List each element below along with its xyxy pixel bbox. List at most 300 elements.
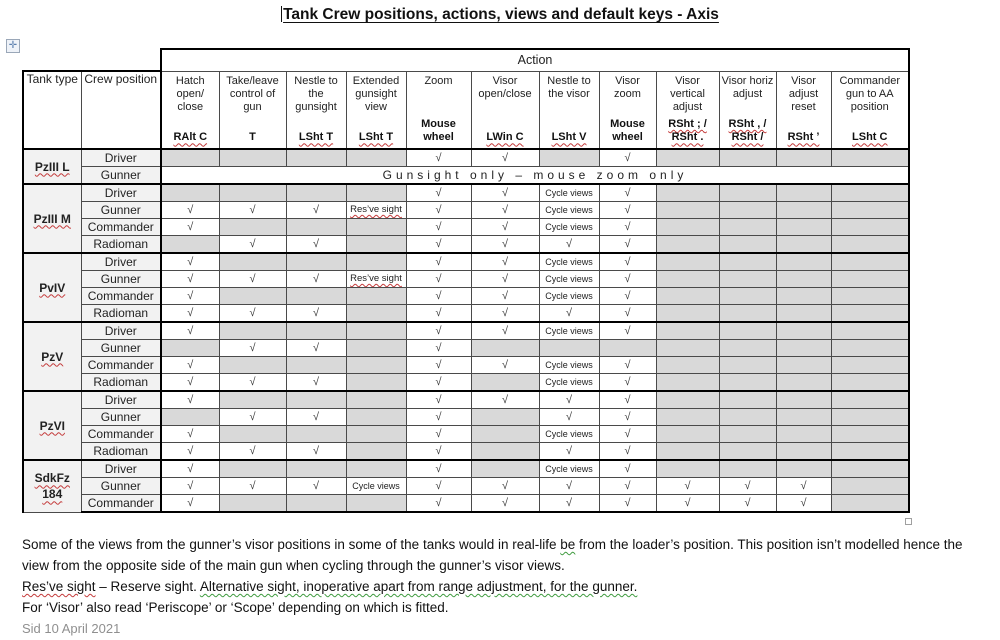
crew-position-cell: Radioman: [81, 236, 161, 254]
action-cell: √: [161, 271, 219, 288]
action-cell: [656, 357, 719, 374]
action-cell: Cycle views: [539, 288, 599, 305]
action-cell: √: [219, 409, 286, 426]
action-cell: √: [471, 253, 539, 271]
action-cell: [286, 357, 346, 374]
action-cell: [831, 357, 909, 374]
table-row: [23, 271, 909, 288]
action-cell: [831, 149, 909, 167]
action-cell: √: [406, 288, 471, 305]
action-cell: √: [599, 478, 656, 495]
action-cell: √: [599, 409, 656, 426]
crew-position-cell: Gunner: [81, 167, 161, 185]
action-cell: √: [471, 288, 539, 305]
action-cell: √: [599, 202, 656, 219]
action-cell: [286, 460, 346, 478]
action-cell: √: [219, 443, 286, 461]
action-cell: [831, 460, 909, 478]
action-cell: √: [286, 443, 346, 461]
action-cell: [286, 149, 346, 167]
action-cell: [656, 460, 719, 478]
action-cell: [471, 409, 539, 426]
action-cell: [776, 288, 831, 305]
action-cell: [539, 340, 599, 357]
crew-position-cell: Driver: [81, 184, 161, 202]
column-header: Zoom Mouse wheel: [406, 71, 471, 149]
action-cell: [776, 391, 831, 409]
action-cell: √: [776, 478, 831, 495]
table-row: [23, 202, 909, 219]
action-cell: √: [599, 288, 656, 305]
action-cell: [161, 236, 219, 254]
action-cell: [346, 253, 406, 271]
spacer-cell: [23, 49, 161, 71]
column-header: Extended gunsight view LSht T: [346, 71, 406, 149]
action-cell: √: [539, 305, 599, 323]
action-cell: [719, 374, 776, 392]
action-cell: √: [161, 374, 219, 392]
action-cell: √: [599, 184, 656, 202]
action-cell: √: [406, 219, 471, 236]
action-cell: √: [599, 495, 656, 513]
note-text: be: [560, 537, 576, 552]
crew-position-header: Crew position: [81, 71, 161, 149]
action-cell: √: [471, 184, 539, 202]
action-cell: √: [471, 202, 539, 219]
action-cell: Cycle views: [539, 374, 599, 392]
action-cell: [719, 322, 776, 340]
tank-type-cell: PzIII L: [23, 149, 81, 184]
action-cell: [161, 184, 219, 202]
table-row: [23, 478, 909, 495]
table-row: [23, 219, 909, 236]
table-row: [23, 391, 909, 409]
action-cell: √: [599, 149, 656, 167]
action-cell: √: [406, 322, 471, 340]
action-cell: √: [286, 340, 346, 357]
table-row: [23, 149, 909, 167]
action-cell: [656, 219, 719, 236]
table-row: [23, 374, 909, 392]
action-cell: [471, 443, 539, 461]
action-header-row: [23, 49, 909, 71]
action-cell: [346, 460, 406, 478]
action-cell: √: [406, 236, 471, 254]
action-cell: √: [161, 202, 219, 219]
action-cell: √: [471, 495, 539, 513]
action-cell: [599, 340, 656, 357]
action-cell: √: [161, 460, 219, 478]
action-cell: √: [599, 426, 656, 443]
action-cell: [656, 443, 719, 461]
column-header: Take/leave control of gun T: [219, 71, 286, 149]
note-visor-terms: For ‘Visor’ also read ‘Periscope’ or ‘Scope’ depending on which is fitted.: [22, 600, 449, 615]
crew-position-cell: Driver: [81, 460, 161, 478]
action-cell: [719, 460, 776, 478]
action-cell: [346, 340, 406, 357]
action-cell: [346, 219, 406, 236]
action-cell: [219, 184, 286, 202]
action-cell: [346, 236, 406, 254]
action-cell: [539, 149, 599, 167]
action-cell: √: [161, 495, 219, 513]
action-cell: [831, 391, 909, 409]
action-cell: [656, 149, 719, 167]
table-row: [23, 305, 909, 323]
table-move-handle-icon[interactable]: ✛: [6, 39, 20, 53]
action-cell: √: [599, 219, 656, 236]
table-row: [23, 357, 909, 374]
page-title: Tank Crew positions, actions, views and default keys - Axis: [283, 6, 719, 23]
action-cell: √: [471, 219, 539, 236]
action-cell: [719, 391, 776, 409]
action-cell: √: [471, 322, 539, 340]
crew-position-cell: Commander: [81, 495, 161, 513]
action-cell: [831, 426, 909, 443]
crew-position-cell: Gunner: [81, 271, 161, 288]
action-cell: Cycle views: [539, 271, 599, 288]
action-cell: [346, 184, 406, 202]
action-cell: [346, 426, 406, 443]
action-cell: [719, 409, 776, 426]
action-cell: Res’ve sight: [346, 271, 406, 288]
action-cell: [346, 391, 406, 409]
action-cell: [346, 149, 406, 167]
action-cell: √: [406, 478, 471, 495]
action-cell: [219, 460, 286, 478]
action-cell: [831, 202, 909, 219]
action-cell: √: [406, 357, 471, 374]
action-cell: [831, 184, 909, 202]
merged-note-cell: Gunsight only – mouse zoom only: [161, 167, 909, 185]
note-text: Res’ve sight: [22, 579, 96, 594]
action-cell: √: [599, 443, 656, 461]
action-cell: Cycle views: [539, 357, 599, 374]
action-cell: [776, 374, 831, 392]
action-cell: [346, 357, 406, 374]
note-text: Some of the views from the gunner’s visor positions in some of the tanks would in real-life: [22, 537, 561, 552]
action-cell: [719, 357, 776, 374]
column-header: Commander gun to AA position LSht C: [831, 71, 909, 149]
action-cell: [219, 288, 286, 305]
action-cell: [831, 322, 909, 340]
table-row: [23, 236, 909, 254]
action-cell: [831, 305, 909, 323]
action-cell: [831, 409, 909, 426]
action-cell: [346, 322, 406, 340]
table-row: [23, 409, 909, 426]
column-header: Visor adjust reset RSht ’: [776, 71, 831, 149]
action-cell: Cycle views: [346, 478, 406, 495]
note-text: – Reserve sight.: [95, 579, 200, 594]
table-row: [23, 184, 909, 202]
note-reserve-sight: [22, 576, 980, 597]
action-cell: √: [219, 271, 286, 288]
action-cell: √: [406, 391, 471, 409]
action-cell: √: [161, 288, 219, 305]
action-cell: [346, 495, 406, 513]
action-cell: Cycle views: [539, 460, 599, 478]
action-cell: [656, 253, 719, 271]
action-cell: √: [599, 253, 656, 271]
action-cell: √: [776, 495, 831, 513]
column-header: Nestle to the visor LSht V: [539, 71, 599, 149]
action-cell: [831, 271, 909, 288]
action-cell: [719, 340, 776, 357]
action-cell: [471, 426, 539, 443]
crew-position-cell: Radioman: [81, 305, 161, 323]
action-cell: √: [286, 478, 346, 495]
action-cell: Cycle views: [539, 202, 599, 219]
action-cell: [831, 219, 909, 236]
action-cell: [219, 391, 286, 409]
table-row: [23, 460, 909, 478]
action-cell: [776, 409, 831, 426]
crew-position-cell: Gunner: [81, 409, 161, 426]
action-cell: √: [539, 409, 599, 426]
action-cell: Cycle views: [539, 219, 599, 236]
action-cell: [219, 253, 286, 271]
action-cell: [719, 443, 776, 461]
action-cell: √: [471, 149, 539, 167]
action-cell: [719, 149, 776, 167]
action-cell: √: [286, 236, 346, 254]
action-cell: √: [539, 495, 599, 513]
action-cell: [776, 236, 831, 254]
action-cell: [831, 478, 909, 495]
crew-position-cell: Driver: [81, 253, 161, 271]
crew-position-cell: Driver: [81, 149, 161, 167]
action-cell: [776, 149, 831, 167]
action-cell: √: [656, 478, 719, 495]
crew-position-cell: Driver: [81, 391, 161, 409]
action-cell: √: [471, 357, 539, 374]
action-cell: √: [286, 409, 346, 426]
action-cell: √: [539, 478, 599, 495]
action-cell: [831, 236, 909, 254]
column-header: Visor horiz adjust RSht , / RSht /: [719, 71, 776, 149]
action-cell: √: [471, 305, 539, 323]
action-cell: [286, 184, 346, 202]
action-cell: [286, 288, 346, 305]
action-cell: √: [406, 426, 471, 443]
action-cell: √: [286, 305, 346, 323]
action-cell: Cycle views: [539, 253, 599, 271]
action-cell: √: [406, 495, 471, 513]
action-cell: [831, 288, 909, 305]
action-cell: [776, 460, 831, 478]
action-cell: √: [471, 478, 539, 495]
action-cell: [776, 219, 831, 236]
action-cell: √: [219, 202, 286, 219]
action-cell: √: [599, 357, 656, 374]
action-cell: [346, 288, 406, 305]
table-row: [23, 426, 909, 443]
action-cell: [656, 202, 719, 219]
action-cell: Res’ve sight: [346, 202, 406, 219]
note-text: Alternative sight, inoperative apart from range adjustment, for the gunner.: [199, 579, 638, 594]
action-cell: √: [161, 305, 219, 323]
action-cell: [776, 443, 831, 461]
action-cell: [656, 288, 719, 305]
footnotes: [22, 534, 980, 639]
action-cell: √: [539, 391, 599, 409]
action-cell: [776, 426, 831, 443]
crew-position-cell: Radioman: [81, 374, 161, 392]
tank-type-cell: PzVI: [23, 391, 81, 460]
action-cell: [776, 271, 831, 288]
action-cell: [219, 322, 286, 340]
column-header: Visor open/close LWin C: [471, 71, 539, 149]
action-cell: [656, 271, 719, 288]
action-cell: √: [599, 374, 656, 392]
action-cell: √: [219, 305, 286, 323]
action-cell: √: [161, 443, 219, 461]
action-cell: √: [471, 236, 539, 254]
crew-position-cell: Driver: [81, 322, 161, 340]
action-cell: [776, 322, 831, 340]
action-cell: [219, 495, 286, 513]
title-area: [0, 6, 1000, 24]
crew-position-cell: Commander: [81, 426, 161, 443]
action-cell: [719, 305, 776, 323]
table-row: [23, 288, 909, 305]
table-row: [23, 167, 909, 185]
action-cell: √: [471, 391, 539, 409]
table-row: [23, 340, 909, 357]
action-cell: [776, 184, 831, 202]
action-cell: [286, 219, 346, 236]
action-cell: [346, 409, 406, 426]
action-cell: √: [161, 219, 219, 236]
action-cell: [656, 322, 719, 340]
action-cell: √: [599, 305, 656, 323]
action-cell: √: [406, 149, 471, 167]
action-cell: [656, 184, 719, 202]
action-cell: [719, 202, 776, 219]
action-cell: [346, 305, 406, 323]
action-cell: [346, 374, 406, 392]
action-cell: √: [406, 253, 471, 271]
action-cell: Cycle views: [539, 184, 599, 202]
action-cell: [656, 426, 719, 443]
crew-position-cell: Commander: [81, 288, 161, 305]
action-cell: √: [599, 460, 656, 478]
action-cell: [471, 460, 539, 478]
action-cell: √: [406, 305, 471, 323]
action-cell: √: [161, 253, 219, 271]
action-cell: √: [539, 236, 599, 254]
action-cell: [776, 202, 831, 219]
action-cell: [161, 409, 219, 426]
note-text: from the loader’s position. This position isn’t modelled hence the view from the opposite side of the main gun when cycling through the gunner’s visor views.: [22, 537, 963, 573]
action-cell: [656, 409, 719, 426]
note-loader-position: [22, 534, 980, 576]
action-cell: √: [161, 322, 219, 340]
action-cell: √: [406, 374, 471, 392]
column-header: Nestle to the gunsight LSht T: [286, 71, 346, 149]
crew-position-cell: Gunner: [81, 202, 161, 219]
action-cell: [656, 305, 719, 323]
action-cell: [286, 322, 346, 340]
action-cell: √: [406, 409, 471, 426]
action-cell: √: [406, 443, 471, 461]
table-row: [23, 495, 909, 513]
table-resize-handle[interactable]: [905, 518, 912, 525]
action-cell: √: [406, 202, 471, 219]
tank-type-cell: SdkFz 184: [23, 460, 81, 512]
crew-position-cell: Radioman: [81, 443, 161, 461]
action-cell: √: [599, 236, 656, 254]
action-cell: [219, 149, 286, 167]
text-caret: [281, 6, 282, 22]
action-cell: [719, 253, 776, 271]
crew-positions-table: [22, 48, 910, 513]
action-cell: [831, 340, 909, 357]
tank-type-cell: PvIV: [23, 253, 81, 322]
action-cell: √: [219, 374, 286, 392]
table-row: [23, 443, 909, 461]
column-header: Visor vertical adjust RSht ; / RSht .: [656, 71, 719, 149]
action-cell: √: [286, 374, 346, 392]
action-cell: [656, 236, 719, 254]
action-cell: [219, 426, 286, 443]
table-row: [23, 322, 909, 340]
action-cell: √: [161, 478, 219, 495]
action-cell: √: [599, 271, 656, 288]
crew-position-cell: Commander: [81, 219, 161, 236]
action-cell: [719, 236, 776, 254]
action-cell: √: [219, 478, 286, 495]
action-cell: [471, 374, 539, 392]
crew-position-cell: Commander: [81, 357, 161, 374]
action-cell: [719, 271, 776, 288]
tank-type-cell: PzV: [23, 322, 81, 391]
signature: Sid 10 April 2021: [22, 621, 121, 636]
action-cell: [471, 340, 539, 357]
action-cell: [656, 391, 719, 409]
action-cell: [719, 184, 776, 202]
action-cell: [286, 253, 346, 271]
action-cell: √: [656, 495, 719, 513]
action-cell: √: [161, 426, 219, 443]
action-cell: √: [406, 271, 471, 288]
action-cell: √: [719, 478, 776, 495]
action-cell: [286, 426, 346, 443]
action-cell: [346, 443, 406, 461]
action-cell: Cycle views: [539, 322, 599, 340]
action-cell: [776, 305, 831, 323]
action-cell: √: [406, 184, 471, 202]
table-row: [23, 253, 909, 271]
action-cell: √: [219, 340, 286, 357]
action-cell: [719, 426, 776, 443]
action-cell: √: [471, 271, 539, 288]
action-cell: [161, 149, 219, 167]
crew-position-cell: Gunner: [81, 478, 161, 495]
action-cell: √: [406, 340, 471, 357]
action-cell: [719, 288, 776, 305]
tank-type-cell: PzIII M: [23, 184, 81, 253]
action-cell: [776, 340, 831, 357]
tank-type-header: Tank type: [23, 71, 81, 149]
action-cell: √: [161, 391, 219, 409]
action-cell: √: [719, 495, 776, 513]
action-cell: [831, 374, 909, 392]
action-cell: √: [599, 391, 656, 409]
action-header: Action: [161, 49, 909, 71]
action-cell: [161, 340, 219, 357]
